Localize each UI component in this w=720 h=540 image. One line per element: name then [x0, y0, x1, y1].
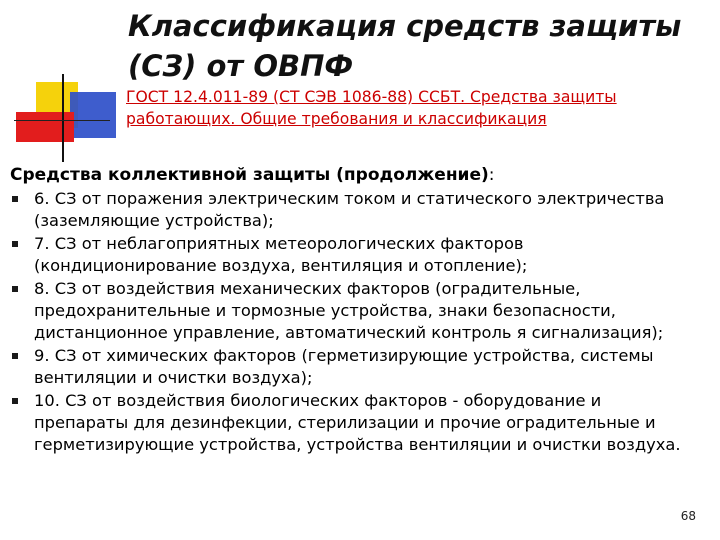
list-item-line: (кондиционирование воздуха, вентиляция и отопление); — [34, 256, 528, 275]
list-item-line: герметизирующие устройства, устройства вентиляции и очистки воздуха. — [34, 435, 681, 454]
list-item-line: вентиляции и очистки воздуха); — [34, 368, 313, 387]
slide-title-line-1: Классификация средств защиты — [128, 9, 682, 43]
list-item-line: 10. СЗ от воздействия биологических факторов - оборудование и — [34, 391, 602, 410]
list-item-line: (заземляющие устройства); — [34, 211, 274, 230]
list-item — [10, 278, 720, 344]
blue-square — [70, 92, 116, 138]
horizontal-line — [14, 120, 110, 121]
standard-reference-line-2: работающих. Общие требования и классификация — [126, 110, 547, 128]
list-item-line: 6. СЗ от поражения электрическим током и статического электричества — [34, 189, 665, 208]
square-bullet-icon — [12, 241, 18, 247]
list-item-line: предохранительные и тормозные устройства, знаки безопасности, — [34, 301, 616, 320]
slide-body — [10, 164, 720, 457]
red-square — [16, 112, 74, 142]
vertical-line — [62, 74, 64, 162]
list-item — [10, 188, 720, 232]
list-item — [10, 233, 720, 277]
standard-reference-line-1: ГОСТ 12.4.011-89 (СТ СЭВ 1086-88) ССБТ. Средства защиты — [126, 88, 617, 106]
list-item-line: 8. СЗ от воздействия механических факторов (оградительные, — [34, 279, 581, 298]
section-heading-colon: : — [488, 165, 495, 185]
list-item-line: 9. СЗ от химических факторов (герметизирующие устройства, системы — [34, 346, 654, 365]
list-item-line: 7. СЗ от неблагоприятных метеорологических факторов — [34, 234, 524, 253]
protection-means-list — [10, 188, 720, 456]
list-item-line: дистанционное управление, автоматический контроль я сигнализация); — [34, 323, 664, 342]
list-item-line: препараты для дезинфекции, стерилизации и прочие оградительные и — [34, 413, 656, 432]
square-bullet-icon — [12, 286, 18, 292]
slide-title — [128, 6, 708, 86]
list-item — [10, 390, 720, 456]
section-heading-text: Средства коллективной защиты (продолжение) — [10, 165, 489, 185]
list-item — [10, 345, 720, 389]
square-bullet-icon — [12, 398, 18, 404]
slide-title-line-2: (СЗ) от ОВПФ — [128, 49, 354, 83]
section-heading — [10, 164, 720, 186]
decorative-squares-graphic — [0, 0, 110, 160]
page-number: 68 — [680, 509, 696, 523]
standard-reference-link[interactable] — [126, 86, 706, 130]
square-bullet-icon — [12, 353, 18, 359]
square-bullet-icon — [12, 196, 18, 202]
